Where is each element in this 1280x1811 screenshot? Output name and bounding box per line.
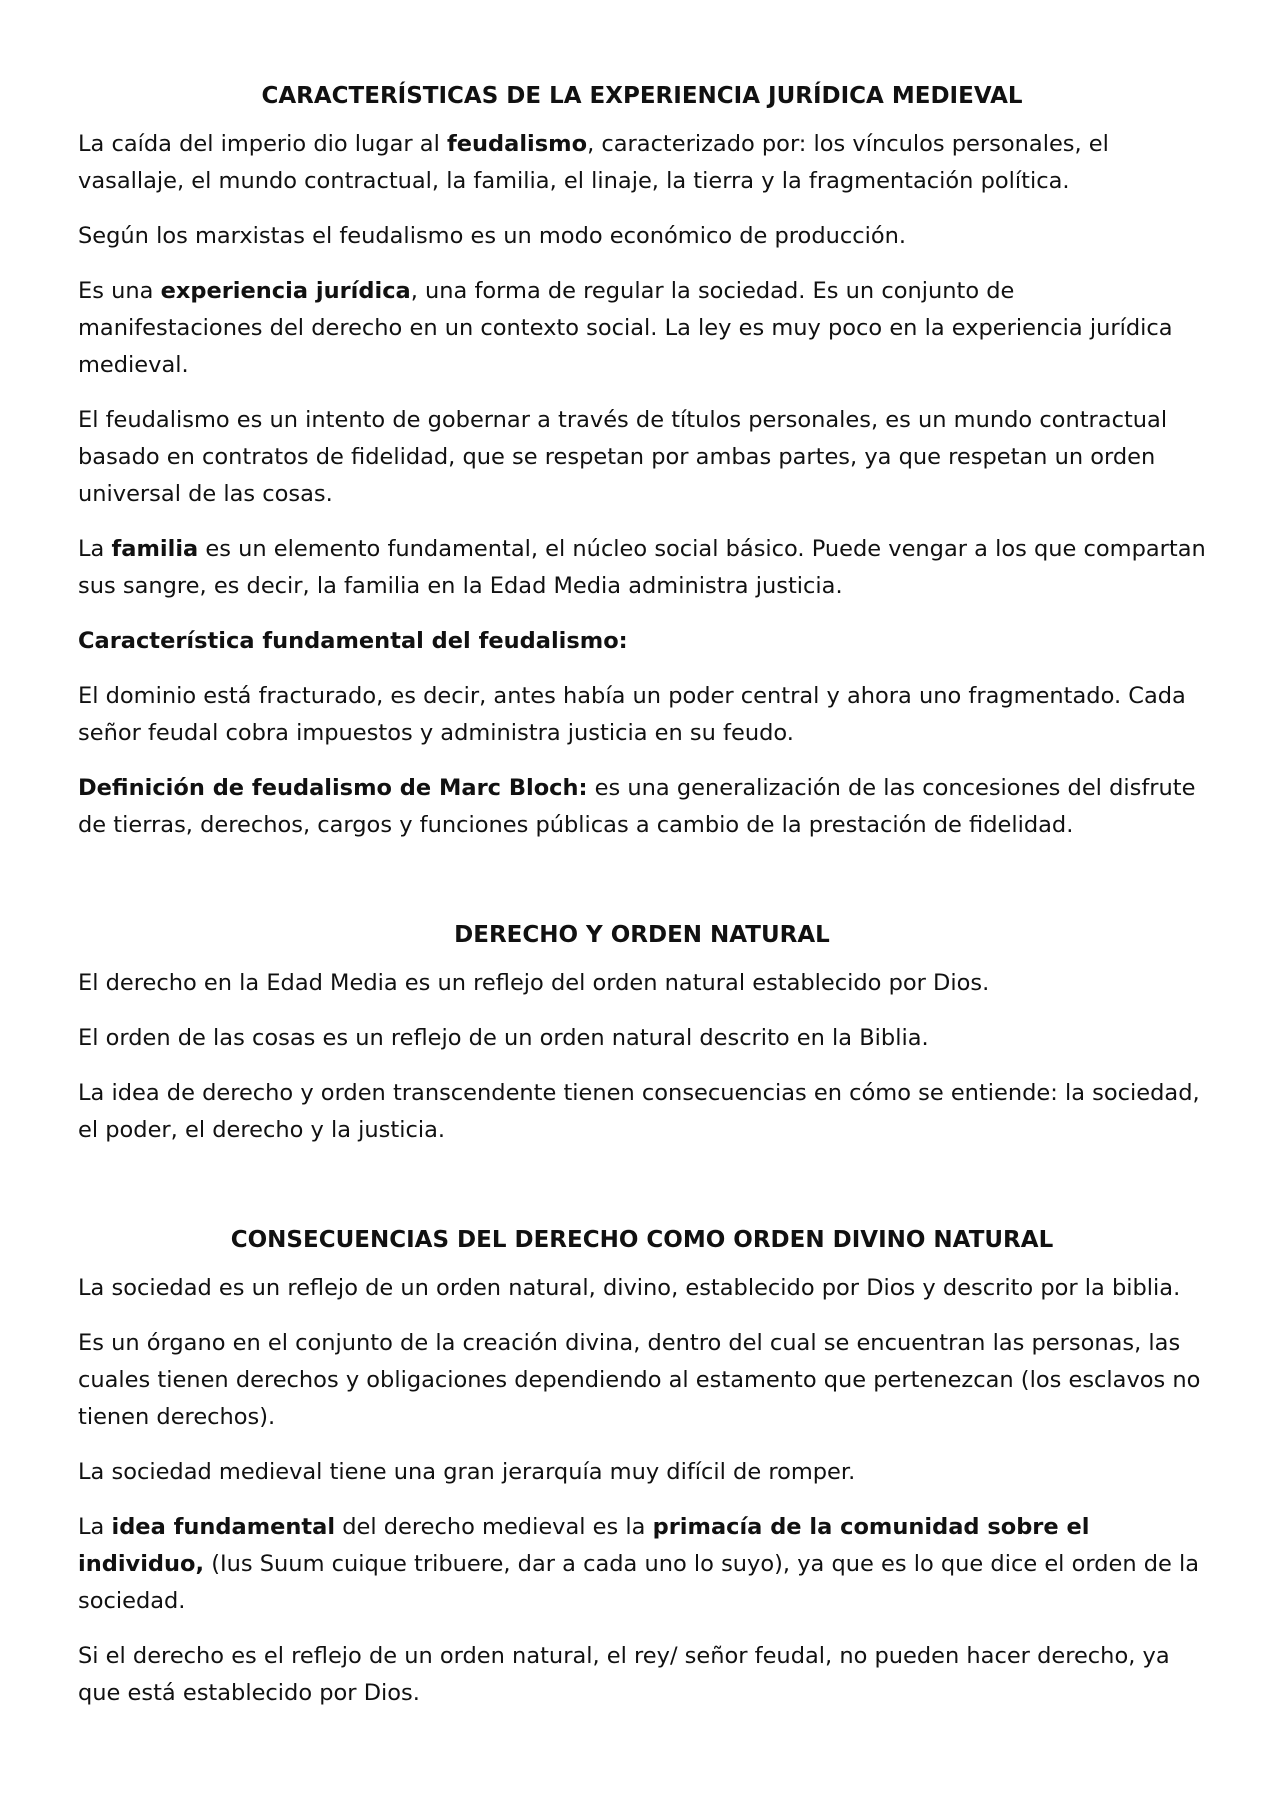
- bold-term-feudalismo: feudalismo: [446, 131, 588, 157]
- subheading-caracteristica-fundamental: Característica fundamental del feudalismo:: [78, 628, 628, 654]
- paragraph-caida-imperio: La caída del imperio dio lugar al feudalismo, caracterizado por: los vínculos personales, el vasallaje, el mundo contractual, la familia, el linaje, la tierra y la fragmentación política.: [78, 131, 1109, 194]
- paragraph-titulos-personales: El feudalismo es un intento de gobernar a través de títulos personales, es un mundo contractual basado en contratos de fidelidad, que se respetan por ambas partes, ya que respetan un orden universal de las cosas.: [78, 407, 1168, 507]
- paragraph-marxistas: Según los marxistas el feudalismo es un modo económico de producción.: [78, 223, 907, 249]
- section-heading-derecho-orden-natural: DERECHO Y ORDEN NATURAL: [454, 922, 830, 948]
- bold-term-experiencia-juridica: experiencia jurídica: [160, 278, 411, 304]
- paragraph-orden-cosas: El orden de las cosas es un reflejo de un orden natural descrito en la Biblia.: [78, 1025, 929, 1051]
- section-spacer: [78, 862, 1206, 917]
- paragraph-orden-transcendente: La idea de derecho y orden transcendente tienen consecuencias en cómo se entiende: la sociedad, el poder, el derecho y la justicia.: [78, 1080, 1200, 1143]
- bold-term-primacia-comunidad: primacía de la comunidad sobre el individuo,: [78, 1514, 1090, 1577]
- bold-term-idea-fundamental: idea fundamental: [111, 1514, 336, 1540]
- paragraph-jerarquia: La sociedad medieval tiene una gran jerarquía muy difícil de romper.: [78, 1459, 856, 1485]
- paragraph-sociedad-reflejo: La sociedad es un reflejo de un orden natural, divino, establecido por Dios y descrito por la biblia.: [78, 1275, 1181, 1301]
- section-spacer: [78, 1167, 1206, 1222]
- paragraph-experiencia-juridica: Es una experiencia jurídica, una forma de regular la sociedad. Es un conjunto de manifestaciones del derecho en un contexto social. La ley es muy poco en la experiencia jurídica medieval.: [78, 278, 1173, 378]
- paragraph-reflejo-orden-natural: El derecho en la Edad Media es un reflejo del orden natural establecido por Dios.: [78, 970, 990, 996]
- bold-term-familia: familia: [111, 536, 199, 562]
- paragraph-dominio-fracturado: El dominio está fracturado, es decir, antes había un poder central y ahora uno fragmentado. Cada señor feudal cobra impuestos y administra justicia en su feudo.: [78, 683, 1186, 746]
- paragraph-idea-fundamental: La idea fundamental del derecho medieval es la primacía de la comunidad sobre el individuo, (Ius Suum cuique tribuere, dar a cada uno lo suyo), ya que es lo que dice el orden de la sociedad.: [78, 1514, 1200, 1614]
- paragraph-definicion-bloch: Definición de feudalismo de Marc Bloch: es una generalización de las concesiones del disfrute de tierras, derechos, cargos y funciones públicas a cambio de la prestación de fidelidad.: [78, 775, 1196, 838]
- paragraph-rey-senor-feudal: Si el derecho es el reflejo de un orden natural, el rey/ señor feudal, no pueden hacer derecho, ya que está establecido por Dios.: [78, 1643, 1170, 1706]
- paragraph-organo-creacion: Es un órgano en el conjunto de la creación divina, dentro del cual se encuentran las personas, las cuales tienen derechos y obligaciones dependiendo al estamento que pertenezcan (los esclavos no tienen derechos).: [78, 1330, 1201, 1430]
- bold-term-definicion-bloch: Definición de feudalismo de Marc Bloch:: [78, 775, 588, 801]
- section-heading-caracteristicas: CARACTERÍSTICAS DE LA EXPERIENCIA JURÍDICA MEDIEVAL: [261, 83, 1023, 109]
- section-heading-consecuencias: CONSECUENCIAS DEL DERECHO COMO ORDEN DIVINO NATURAL: [230, 1227, 1054, 1253]
- paragraph-familia: La familia es un elemento fundamental, el núcleo social básico. Puede vengar a los que compartan sus sangre, es decir, la familia en la Edad Media administra justicia.: [78, 536, 1206, 599]
